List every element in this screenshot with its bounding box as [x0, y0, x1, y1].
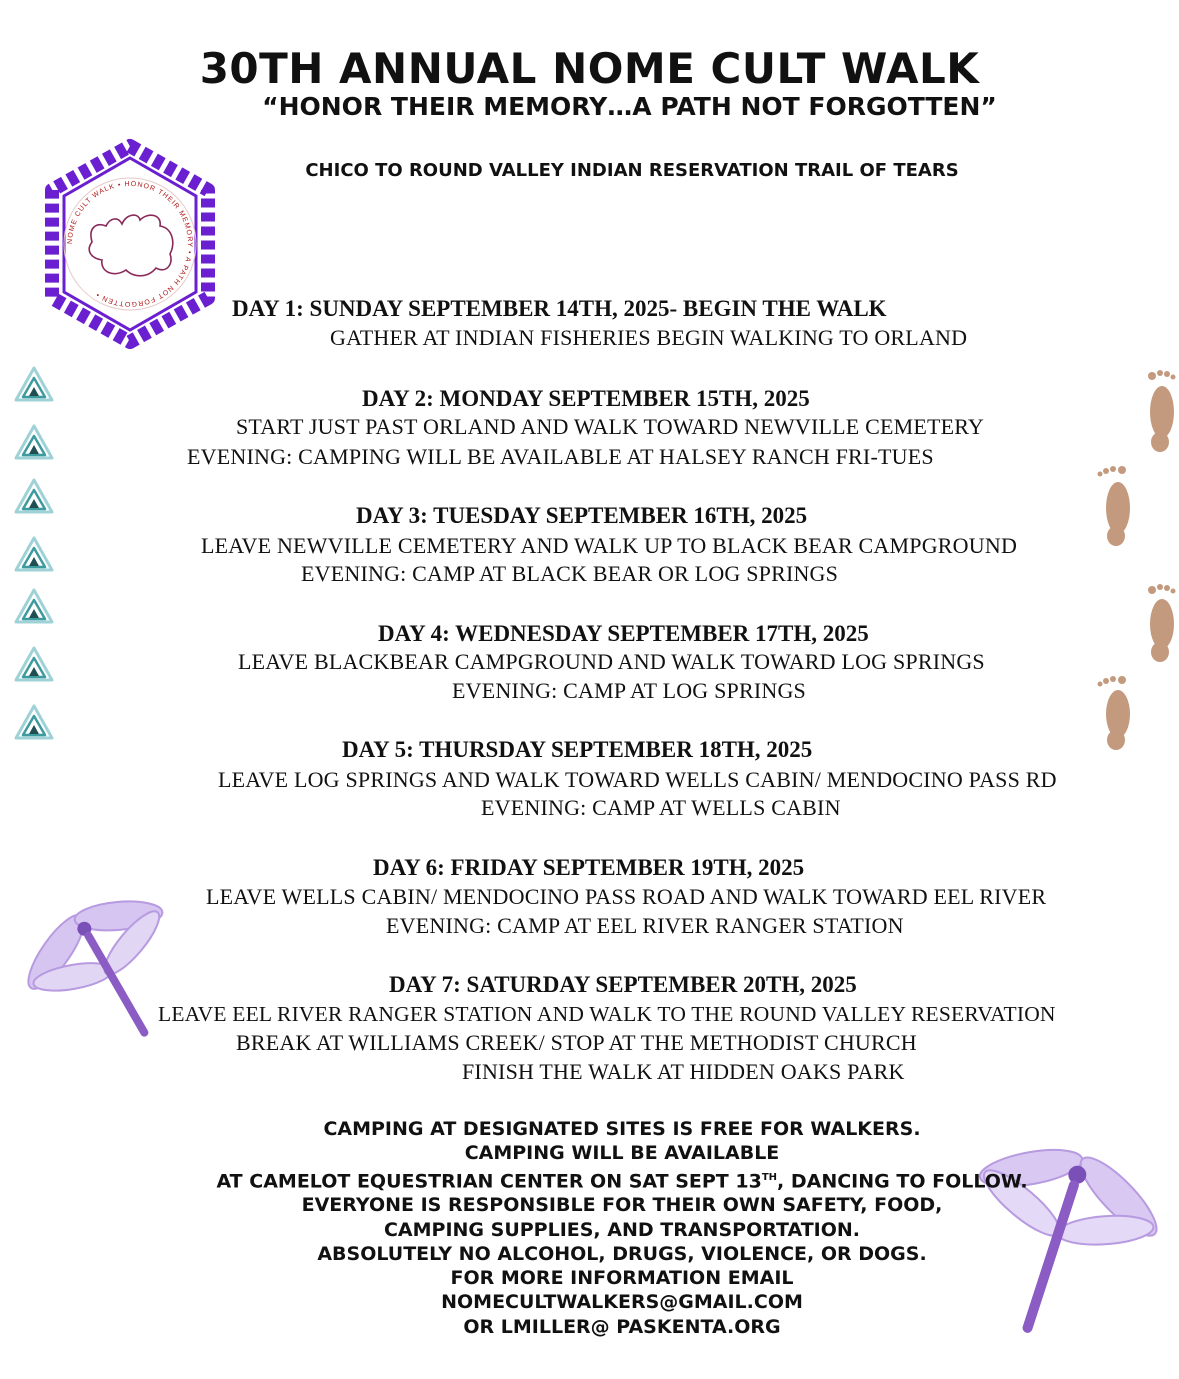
- day-line: LEAVE WELLS CABIN/ MENDOCINO PASS ROAD AND WALK TOWARD EEL RIVER: [206, 884, 1047, 909]
- teepee-icons-column: [14, 364, 56, 749]
- day-line: EVENING: CAMP AT LOG SPRINGS: [452, 678, 806, 703]
- day-heading: DAY 3: TUESDAY SEPTEMBER 16TH, 2025: [356, 503, 808, 528]
- day-heading: DAY 1: SUNDAY SEPTEMBER 14TH, 2025- BEGIN THE WALK: [232, 296, 887, 321]
- footer-line: CAMPING AT DESIGNATED SITES IS FREE FOR WALKERS.: [323, 1118, 921, 1140]
- footer-line: CAMPING SUPPLIES, AND TRANSPORTATION.: [383, 1218, 861, 1241]
- day-line: LEAVE EEL RIVER RANGER STATION AND WALK TO THE ROUND VALLEY RESERVATION: [158, 1002, 1056, 1026]
- dragonfly-left-icon: [18, 868, 188, 1058]
- teepee-icon: [14, 364, 56, 744]
- day-line: GATHER AT INDIAN FISHERIES BEGIN WALKING TO ORLAND: [330, 325, 968, 350]
- svg-text:NOME CULT WALK • HONOR THEIR M: [67, 181, 193, 307]
- page-title: 30TH ANNUAL NOME CULT WALK: [199, 44, 980, 93]
- day-heading: DAY 4: WEDNESDAY SEPTEMBER 17TH, 2025: [378, 621, 869, 646]
- footer-notes: [0, 1117, 1179, 1339]
- day-line: EVENING: CAMP AT BLACK BEAR OR LOG SPRINGS: [301, 561, 839, 586]
- footer-line: FOR MORE INFORMATION EMAIL: [450, 1267, 794, 1290]
- logo-ring-text: NOME CULT WALK • HONOR THEIR MEMORY • A PATH NOT FORGOTTEN •: [66, 180, 194, 308]
- footer-line: AT CAMELOT EQUESTRIAN CENTER ON SAT SEPT 13TH, DANCING TO FOLLOW.: [216, 1169, 1028, 1192]
- day-line: START JUST PAST ORLAND AND WALK TOWARD NEWVILLE CEMETERY: [236, 414, 985, 439]
- day-line: BREAK AT WILLIAMS CREEK/ STOP AT THE METHODIST CHURCH: [236, 1030, 917, 1055]
- nome-cult-walk-logo: [30, 138, 230, 353]
- day-line: FINISH THE WALK AT HIDDEN OAKS PARK: [462, 1059, 905, 1084]
- day-line: EVENING: CAMP AT EEL RIVER RANGER STATION: [386, 913, 904, 938]
- page-subtitle: “HONOR THEIR MEMORY…A PATH NOT FORGOTTEN”: [262, 92, 997, 121]
- day-heading: DAY 5: THURSDAY SEPTEMBER 18TH, 2025: [342, 737, 813, 762]
- day-line: LEAVE NEWVILLE CEMETERY AND WALK UP TO BLACK BEAR CAMPGROUND: [201, 533, 1018, 558]
- contact-email-alt-link[interactable]: OR LMILLER@ PASKENTA.ORG: [463, 1315, 781, 1338]
- footer-line: EVERYONE IS RESPONSIBLE FOR THEIR OWN SAFETY, FOOD,: [301, 1194, 943, 1217]
- footer-line: CAMPING WILL BE AVAILABLE: [464, 1142, 780, 1165]
- footer-line: ABSOLUTELY NO ALCOHOL, DRUGS, VIOLENCE, OR DOGS.: [317, 1242, 927, 1265]
- day-line: LEAVE BLACKBEAR CAMPGROUND AND WALK TOWARD LOG SPRINGS: [238, 649, 985, 674]
- day-line: LEAVE LOG SPRINGS AND WALK TOWARD WELLS CABIN/ MENDOCINO PASS RD: [218, 767, 1057, 792]
- day-line: EVENING: CAMP AT WELLS CABIN: [481, 795, 841, 820]
- day-heading: DAY 7: SATURDAY SEPTEMBER 20TH, 2025: [389, 972, 857, 997]
- day-heading: DAY 6: FRIDAY SEPTEMBER 19TH, 2025: [373, 855, 805, 880]
- contact-email-link[interactable]: NOMECULTWALKERS@GMAIL.COM: [441, 1291, 803, 1314]
- footprint-icons: [1088, 366, 1179, 756]
- day-heading: DAY 2: MONDAY SEPTEMBER 15TH, 2025: [362, 386, 810, 411]
- route-description: CHICO TO ROUND VALLEY INDIAN RESERVATION TRAIL OF TEARS: [305, 160, 959, 181]
- day-line: EVENING: CAMPING WILL BE AVAILABLE AT HALSEY RANCH FRI-TUES: [187, 444, 934, 469]
